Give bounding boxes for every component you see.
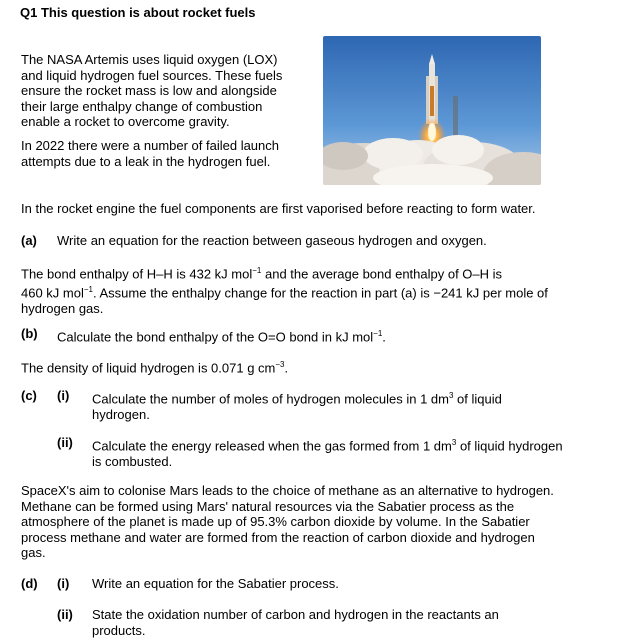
intro-line: their large enthalpy change of combustion [21,98,263,114]
period: . [382,329,386,345]
density-paragraph [21,357,288,376]
part-b-text [57,326,386,345]
part-d [21,576,611,592]
part-b [21,326,601,345]
part-c [21,388,611,422]
superscript: 3 [451,438,457,447]
intro-line: ensure the rocket mass is low and alongside [21,83,277,98]
part-d-ii [57,607,617,638]
spacex-line: process methane and water are formed from the reaction of carbon dioxide and hydrogen [21,529,535,545]
part-c-ii-line: of liquid hydrogen [456,438,563,454]
bond-line [21,282,601,301]
intro-paragraph-2 [21,138,321,169]
part-c-ii-text [92,435,563,469]
part-a-label: (a) [21,233,37,248]
part-c-ii-line: is combusted. [92,453,173,469]
part-c-i-line: hydrogen. [92,406,150,422]
part-d-label: (d) [21,576,38,591]
part-b-body: Calculate the bond enthalpy of the O=O bond in kJ mol [57,329,374,345]
bond-text: 460 kJ mol [21,285,84,301]
rocket-launch-image [323,36,541,185]
bond-line: hydrogen gas. [21,300,104,316]
part-d-ii-line: State the oxidation number of carbon and hydrogen in the reactants an [92,607,499,622]
part-b-label: (b) [21,326,38,341]
spacex-line: atmosphere of the planet is made up of 95.3% carbon dioxide by volume. In the Sabatier [21,514,530,529]
superscript: 3 [448,391,454,400]
bond-text: and the average bond enthalpy of O–H is [261,266,503,282]
intro-line: and liquid hydrogen fuel sources. These fuels [21,67,283,83]
spacex-line: gas. [21,545,46,560]
part-c-i-line: Calculate the number of moles of hydrogen molecules in 1 dm [92,391,449,407]
intro-line: The NASA Artemis uses liquid oxygen (LOX) [21,52,278,67]
density-text: The density of liquid hydrogen is 0.071 g cm [21,360,276,376]
superscript: −1 [252,266,262,275]
superscript: −1 [373,329,383,338]
bond-text: The bond enthalpy of H–H is 432 kJ mol [21,266,253,282]
part-c-label: (c) [21,388,37,403]
bond-line [21,263,601,282]
part-d-ii-line: products. [92,622,146,638]
spacex-line: SpaceX's aim to colonise Mars leads to the choice of methane as an alternative to hydrogen. [21,483,554,498]
period: . [284,360,289,376]
part-a-text: Write an equation for the reaction between gaseous hydrogen and oxygen. [57,233,487,248]
spacex-paragraph [21,483,611,561]
bond-text: . Assume the enthalpy change for the reaction in part (a) is −241 kJ per mole of [93,285,548,301]
part-c-i-label: (i) [57,388,70,403]
part-c-ii [57,435,617,469]
intro-line: enable a rocket to overcome gravity. [21,114,230,129]
part-a [21,233,487,249]
part-c-i-line: of liquid [453,391,502,407]
part-c-ii-label: (ii) [57,435,73,450]
intro-paragraph [21,52,321,130]
part-d-ii-text [92,607,499,638]
superscript: −3 [275,360,285,369]
part-c-i-text [92,388,502,422]
part-d-i-text: Write an equation for the Sabatier process. [92,576,339,591]
superscript: −1 [83,284,93,294]
intro-line: In 2022 there were a number of failed launch [21,138,280,153]
part-c-ii-line: Calculate the energy released when the gas formed from 1 dm [92,438,452,454]
part-d-i-label: (i) [57,576,70,591]
question-title: Q1 This question is about rocket fuels [20,5,256,20]
bond-paragraph [21,263,601,316]
spacex-line: Methane can be formed using Mars' natural resources via the Sabatier process as the [21,498,515,514]
part-d-ii-label: (ii) [57,607,73,622]
intro-line: attempts due to a leak in the hydrogen fuel. [21,153,271,169]
engine-paragraph: In the rocket engine the fuel components are first vaporised before reacting to form water. [21,201,536,216]
